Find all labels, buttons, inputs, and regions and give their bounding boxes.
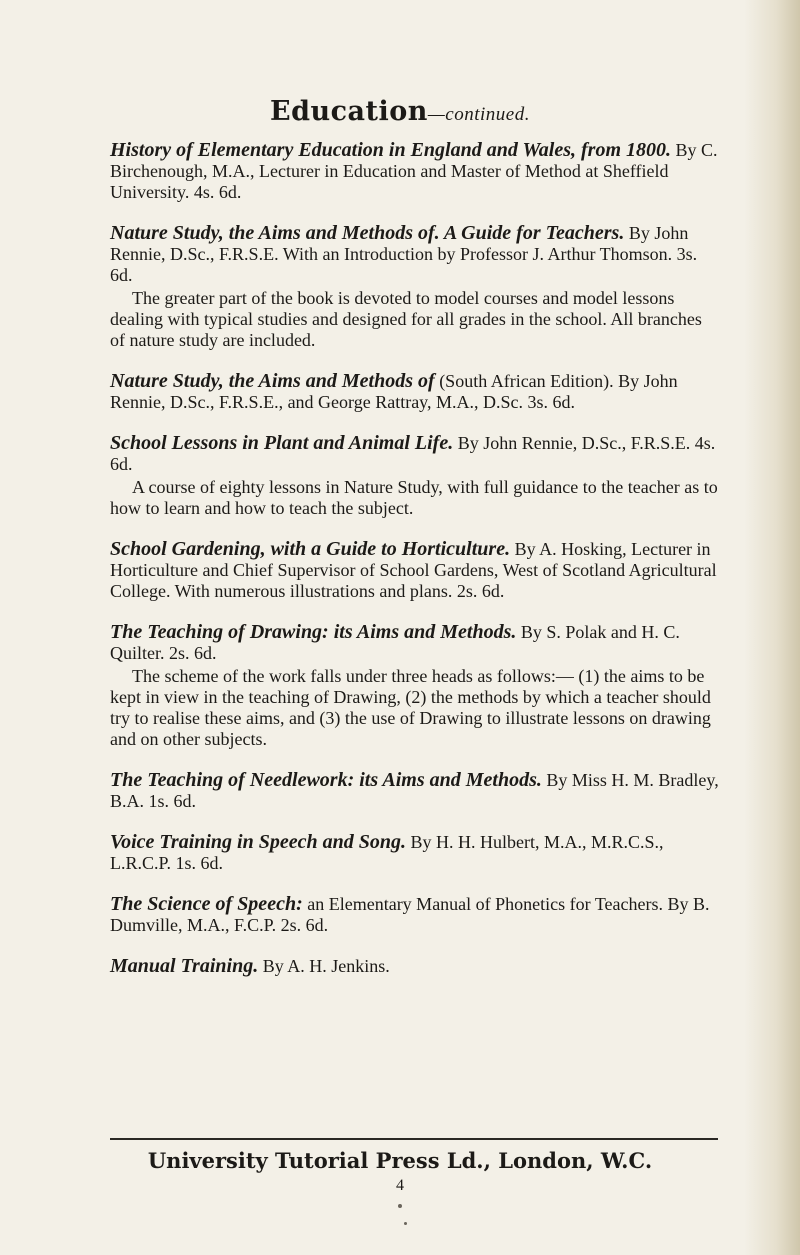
list-item xyxy=(110,371,720,413)
entry-byline: By H. H. Hulbert, M.A., M.R.C.S., L.R.C.P. 1s. 6d. xyxy=(110,832,664,873)
entry-title-suffix: (South African Edition). xyxy=(439,371,614,391)
section-continued: —continued. xyxy=(427,104,530,125)
entry-byline: By John Rennie, D.Sc., F.R.S.E. With an Introduction by Professor J. Arthur Thomson. 3s. 6d. xyxy=(110,223,698,285)
entry-byline: By John Rennie, D.Sc., F.R.S.E. 4s. 6d. xyxy=(110,433,716,474)
entry-description: A course of eighty lessons in Nature Study, with full guidance to the teacher as to how to learn and how to teach the subject. xyxy=(110,477,718,518)
entry-byline: By B. Dumville, M.A., F.C.P. 2s. 6d. xyxy=(110,894,710,935)
list-item xyxy=(110,956,720,977)
entry-byline: By A. Hosking, Lecturer in Horticulture and Chief Supervisor of School Gardens, West of Scotland Agricultural College. With numerous illustrations and plans. 2s. 6d. xyxy=(110,539,717,601)
entry-title: Nature Study, the Aims and Methods of xyxy=(110,370,435,392)
entry-description: The greater part of the book is devoted to model courses and model lessons dealing with typical studies and designed for all grades in the school. All branches of nature study are included. xyxy=(110,288,702,350)
list-item xyxy=(110,832,720,874)
foxing-spot xyxy=(404,1222,407,1225)
entry-title: The Science of Speech: xyxy=(110,893,303,915)
entry-byline: By Miss H. M. Bradley, B.A. 1s. 6d. xyxy=(110,770,719,811)
foxing-spot xyxy=(398,1204,402,1208)
entry-byline: By C. Birchenough, M.A., Lecturer in Education and Master of Method at Sheffield University. 4s. 6d. xyxy=(110,140,718,202)
entry-title: Voice Training in Speech and Song. xyxy=(110,831,406,853)
footer-divider xyxy=(110,1138,718,1140)
list-item xyxy=(110,140,720,203)
section-heading xyxy=(0,96,800,127)
list-item xyxy=(110,433,720,519)
entry-title: School Lessons in Plant and Animal Life. xyxy=(110,432,454,454)
section-title: Education xyxy=(270,96,428,127)
publisher-imprint: University Tutorial Press Ld., London, W.C. xyxy=(147,1148,653,1173)
entry-title: Nature Study, the Aims and Methods of. A Guide for Teachers. xyxy=(110,222,625,244)
page-number: 4 xyxy=(396,1177,404,1194)
list-item xyxy=(110,223,720,351)
entry-title-suffix: an Elementary Manual of Phonetics for Teachers. xyxy=(307,894,664,914)
entry-title: School Gardening, with a Guide to Horticulture. xyxy=(110,538,511,560)
list-item xyxy=(110,770,720,812)
entry-description: The scheme of the work falls under three heads as follows:— (1) the aims to be kept in view in the teaching of Drawing, (2) the methods by which a teacher should try to realise these aims, and (3) the use of Drawing to illustrate lessons on drawing and on other subjects. xyxy=(110,666,711,749)
list-item xyxy=(110,894,720,936)
entry-byline: By S. Polak and H. C. Quilter. 2s. 6d. xyxy=(110,622,680,663)
list-item xyxy=(110,622,720,750)
entry-title: The Teaching of Needlework: its Aims and Methods. xyxy=(110,769,542,791)
entry-byline: By John Rennie, D.Sc., F.R.S.E., and George Rattray, M.A., D.Sc. 3s. 6d. xyxy=(110,371,678,412)
entry-list xyxy=(110,140,720,977)
entry-byline: By A. H. Jenkins. xyxy=(262,956,390,976)
entry-title: History of Elementary Education in England and Wales, from 1800. xyxy=(110,139,671,161)
list-item xyxy=(110,539,720,602)
entry-title: The Teaching of Drawing: its Aims and Methods. xyxy=(110,621,517,643)
entry-title: Manual Training. xyxy=(110,955,259,977)
